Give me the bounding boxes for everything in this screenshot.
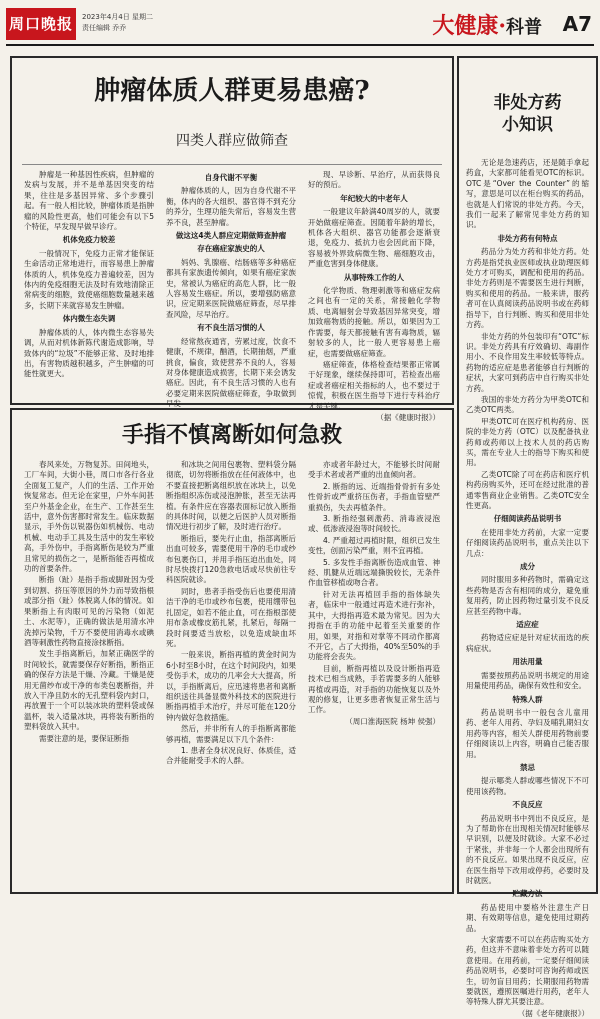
paragraph: 大家需要不可以在药店购买处方药，但这并不意味着非处方药可以随意使用。在用药前，一定要仔细阅读药品说明书，必要时可咨询药师或医生，切勿盲目用药；长期服用药物需要就医，遵照医嘱进行用药，老年人等特殊人群尤其要注意。 xyxy=(466,935,589,1007)
paragraph: 经常熬夜通宵，劳累过度，饮食不健康，不规律，酗酒，长期抽烟，严重挑食，偏食，致使营养不良的人，容易对身体健康造成损害，长期下来会诱发癌症。因此，有不良生活习惯的人也有必要定期来医院做癌症筛查，争取做到早发 xyxy=(166,336,296,409)
paragraph: 药品使用中要格外注意生产日期、有效期等信息，避免使用过期药品。 xyxy=(466,902,589,933)
issue-date: 2023年4月4日 星期二 xyxy=(82,13,153,21)
subheading: 用法用量 xyxy=(512,657,543,667)
paragraph: 一般来说，断指再植的黄金时间为6小时至8小时，在这个时间段内，如果受伤手术，成功的几率会大大提高，所以，手指断离后，应迅速将患者和离断组织送往具备显微外科技术的医院进行断指再植手术治疗，并尽可能在120分钟内做好急救措施。 xyxy=(166,650,296,722)
paragraph: 肿瘤体质的人，因为自身代谢不平衡，体内的各大组织、器官得不到充分的养分，生理功能失常后，容易发生营养不良，甚至肿瘤。 xyxy=(166,186,296,227)
paragraph: 需要注意的是，要保证断指 xyxy=(39,733,129,743)
article-finger xyxy=(10,408,454,894)
source-credit: （据《健康时报》） xyxy=(376,412,440,422)
subheading: 做这这4类人群应定期做筛查肿瘤 xyxy=(175,231,287,241)
paragraph: 一般建议年龄满40周岁的人，就要开始做癌症筛查。因随着年龄的增长，机体各大组织、器官功能都会逐渐衰退，免疫力、抵抗力也会因此而下降，容易被外界致病微生物、癌细胞攻击，严重危害到身体健康。 xyxy=(308,207,440,269)
paragraph: 提示哪类人群或哪些情况下不可使用该药物。 xyxy=(466,776,589,796)
subheading: 成分 xyxy=(520,562,535,572)
paragraph: 亦或者年龄过大，不能够长时间耐受手术者或者严重的出血倾向者。 xyxy=(308,460,440,480)
paragraph: 非处方药的外包装印有“OTC”标识。非处方药具有疗效确切、毒副作用小、不良作用发生率较低等特点。药物的适应症是患者能够自行判断的症状，大家可到药店中自行购买非处方药。 xyxy=(466,331,589,393)
article-tumor-col1 xyxy=(24,170,154,398)
paragraph: 然后，并非所有人的手指断离都能够再植，需要满足以下几个条件： xyxy=(166,724,296,744)
section-title: 大健康·科普 xyxy=(432,13,542,39)
paragraph: 目前，断指再植以及设计断指再造技术已相当成熟，手若需要多的人能够再植或再造，对手指的功能恢复以及外观的修复，让更多患者恢复正常生活与工作。 xyxy=(308,663,440,715)
article-finger-col1 xyxy=(24,460,154,884)
issue-info xyxy=(82,12,153,34)
article-finger-col2 xyxy=(166,460,296,884)
article-otc-title xyxy=(459,92,596,136)
paragraph: 化学物质、物理刺激等和癌症发病之间也有一定的关系，常接触化学物质、电离辐射会导致基因异常突变，增加致癌物质的接触。所以，如果因为工作需要，每天都接触有害有毒物质，辐射较多的人，比一般人更容易患上癌症，也需要做癌症筛查。 xyxy=(308,286,440,358)
article-tumor-col2 xyxy=(166,170,296,409)
paragraph: 肿瘤体质的人，体内微生态容易失调，从而对机体新陈代谢造成影响，导致体内的“垃圾”不能够正常、及时地排出，有害物质越积越多，产生肿瘤的可能性就更大。 xyxy=(24,327,154,379)
paragraph: 癌症筛查，体格检查结果都正常属于好现象，继续保持即可，若检查出癌症或者癌症相关指标的人，也不要过于惊慌，积极在医生指导下进行专科治疗才是关键。 xyxy=(308,359,440,411)
paragraph: 针对无法再植回手指的指体缺失者，临床中一般通过再造术进行弥补，其中，大拇指再造术最为常见。因为大拇指在手的功能中起着至关重要的作用，如果，对指和对掌等不同动作都离不开它，占了大拇指，40%至50%的手功能将会丧失。 xyxy=(308,589,440,662)
subheading: 存在癌症家族史的人 xyxy=(197,244,265,254)
paragraph: 肿瘤是一种基因性疾病，但肿瘤的发病与发展，并不是单基因突变的结果，往往是多基因异常、多个步骤引起。有一般人相比较，肿瘤体质是指肿瘤的风险性更高，他们可能会有以下5个特征，早发现早做早诊疗。 xyxy=(24,170,154,232)
paragraph: 妈妈、乳腺癌、结肠癌等多种癌症都具有家族遗传倾向，如果有癌症家族史，常被认为癌症的高危人群，比一般人容易发生癌症。所以，要增强防癌意识，应定期来医院做癌症筛查，尽早排查风险，尽早治疗。 xyxy=(166,257,296,319)
article-tumor xyxy=(10,56,454,422)
issue-editor: 责任编辑 乔乔 xyxy=(82,24,127,32)
article-otc-title-line1: 非处方药 xyxy=(493,93,562,113)
subheading: 非处方药有何特点 xyxy=(497,233,558,243)
paragraph: 甲类OTC可在医疗机构药房、医院的非处方药（OTC）以及配备执业药师或药师以上技术人员的药店购买，需在专业人士的指导下购买和使用。 xyxy=(466,416,589,468)
paragraph: 和冰块之间用包裹物、塑料袋分隔彻底，切勿将断指放在任何液体中，也不要直接把断离组织放在冰块上，以免断指组织冻伤或浸泡肿胀，甚至无法再植。有条件应在容器表面标记放入断指的具体时间，以便之后医护人员对断指情况进行初步了解，及时进行治疗。 xyxy=(166,460,296,532)
paragraph: 2. 断指的远、近端指骨骨折有多处性骨折或严重挤压伤者，手指血管壁严重损伤，失去再植条件。 xyxy=(308,481,440,512)
subheading: 不良反应 xyxy=(512,800,543,810)
subheading: 适应症 xyxy=(516,620,539,630)
paragraph: 3. 断指经强刺激药、消毒液浸泡或、低渗液浸泡等时间较长。 xyxy=(308,514,440,534)
paragraph: 药品说明书中列出不良反应，是为了帮助你在出现相关情况时能够尽早识别，以便及时就诊。大家不必过于紧张，并非每一个人都会出现所有的不良反应。如果出现不良反应，应在医生指导下改用或停药，必要时及时就医。 xyxy=(466,813,589,885)
masthead xyxy=(6,6,594,46)
subheading: 贮藏方法 xyxy=(512,889,543,899)
subheading: 仔细阅读药品说明书 xyxy=(493,514,562,524)
title-rule xyxy=(22,164,442,165)
paragraph: 无论是急速药店，还是随手拿起药盒，大家都可能看见OTC的标识。OTC是“Over the Counter”的缩写，意思是可以在柜台购买的药品，也就是人们常说的非处方药。今天，我们一起来了解常见非处方药的知识。 xyxy=(466,158,589,230)
section-name: 大健康 xyxy=(432,13,499,39)
paragraph: 同时服用多种药物时，需确定这些药物是否含有相同的成分，避免重复用药，防止因药物过量引发不良反应甚至药物中毒。 xyxy=(466,575,589,616)
article-otc-body xyxy=(466,158,589,1018)
paragraph: 断指（趾）是指手指或脚趾因为受到切割、挤压等原因的外力而导致指根或部分指（趾）体脱离人体的情况。如果断指上有肉眼可见的污染物（如泥土、水泥等），正确的做法是用清水冲洗掉污染物，千万不要使用消毒水或碘酒等刺激性药物直接涂抹断指。 xyxy=(24,575,154,647)
subheading: 体内微生态失调 xyxy=(62,314,116,324)
paragraph: 4. 严重超过再植时限，组织已发生变性，创面污染严重，则不宜再植。 xyxy=(308,535,440,556)
subheading: 年纪较大的中老年人 xyxy=(340,193,408,203)
paragraph: 药品说明书中一般包含儿童用药、老年人用药、孕妇及哺乳期妇女用药等内容，相关人群使用药物前要仔细阅读以上内容，明确自己能否服用。 xyxy=(466,707,589,759)
paragraph: 我国的非处方药分为甲类OTC和乙类OTC两类。 xyxy=(466,394,589,415)
source-credit: （周口淮海医院 杨坤 侯强） xyxy=(345,716,440,726)
paragraph: 药品分为处方药和非处方药。处方药是指凭执业医师或执业助理医师处方才可购买，调配和使用的药品。非处方药则是不需要医生进行判断，购买和使用的药品。一般来讲，服药者可在认真阅读药品说明书或在药师指导下，自行判断、购买和使用非处方药。 xyxy=(466,247,589,330)
paragraph: 药物适应症是针对症状而选的疾病症状。 xyxy=(466,633,589,653)
subheading: 特殊人群 xyxy=(512,694,543,704)
article-finger-col3 xyxy=(308,460,440,884)
paragraph: 发生手指离断后，加紧正确医学的时间较长，就需要保存好断指，断指正确的保存方法是干燥、冷藏。干燥是使用无菌纱布或干净的布类包裹断指，并放入干净且防水的无孔塑料袋内封口，再放置于一个可以装冰块的塑料袋或保温杯，装入适量冰块，再将装有断指的塑料袋放入其中。 xyxy=(24,649,154,732)
subheading: 从事特殊工作的人 xyxy=(344,272,404,282)
paragraph: 1. 患者全身状况良好、体质佳，适合并能耐受手术的人群。 xyxy=(166,745,296,766)
paragraph: 现、早诊断、早治疗，从而获得良好的预后。 xyxy=(308,170,440,190)
paragraph: 需要按照药品说明书规定的用途用量使用药品，确保有效性和安全。 xyxy=(466,670,589,691)
newspaper-logo: 周口晚报 xyxy=(6,8,76,40)
subheading: 机体免疫力较差 xyxy=(62,235,116,245)
paragraph: 5. 多发性手指离断伤造成血管、神经、肌腱从近端远端撕脱较长，无条件作血管移植或吻合者。 xyxy=(308,557,440,588)
subheading: 禁忌 xyxy=(520,762,535,772)
paragraph: 断指后，要先行止血，指部离断后出血可较多，需要使用干净的毛巾或纱布包裹伤口，并用手指压迫出血处，同时尽快拨打120急救电话或尽快前往专科医院就诊。 xyxy=(166,533,296,585)
paragraph: 春风来处，万物复苏。田间地头，工厂车间，大街小巷，周口市各行各业全面复工复产，人们的生活、工作开始恢复常态。但无论在家里，户外车间甚至户外基金企业，在生产、工作甚至生活中，意外伤害都时常发生。临床数据显示，手外伤以锐器伤如机械伤、电动机械、电动手工具及生活中的发生率较高，手外伤中，手指离断伤是较为严重且常见的损伤之一，是断指能否再植成功的首要条件。 xyxy=(24,460,154,574)
subheading: 有不良生活习惯的人 xyxy=(197,323,265,333)
article-otc xyxy=(457,56,598,1018)
paragraph: 同时，患者手指受伤后也要使用清洁干净的毛巾或纱布包裹，使用绷带包扎固定，如若不能止血，可在指根部使用布条或橡皮筋扎紧，扎紧后，每隔一段时间要适当放松，以免造成缺血坏死。 xyxy=(166,586,296,648)
article-tumor-subtitle: 四类人群应做筛查 xyxy=(176,133,288,149)
article-otc-title-line2: 小知识 xyxy=(502,115,553,135)
page-number: A7 xyxy=(562,12,592,36)
subheading: 自身代谢不平衡 xyxy=(204,173,258,182)
paragraph: 一般情况下，免疫力正常才能保证生命活动正常地进行，而容易患上肿瘤体质的人，机体免疫力普遍较差，因为体内的免疫细胞无法及时有效地清除正常病变的细胞，致使癌细胞数量越来越多，长期下来就容易发生肿瘤。 xyxy=(24,248,154,310)
source-credit: （据《老年健康报》） xyxy=(517,1008,589,1018)
paragraph: 在使用非处方药前，大家一定要仔细阅读药品说明书，重点关注以下几点： xyxy=(466,527,589,558)
section-sub: 科普 xyxy=(506,17,542,38)
article-tumor-title: 肿瘤体质人群更易患癌? xyxy=(94,76,370,106)
paragraph: 乙类OTC除了可在药店和医疗机构药房购买外，还可在经过批准的普通零售商业企业销售。乙类OTC安全性更高。 xyxy=(466,469,589,510)
article-finger-title: 手指不慎离断如何急救 xyxy=(121,422,342,448)
article-tumor-col3 xyxy=(308,170,440,422)
